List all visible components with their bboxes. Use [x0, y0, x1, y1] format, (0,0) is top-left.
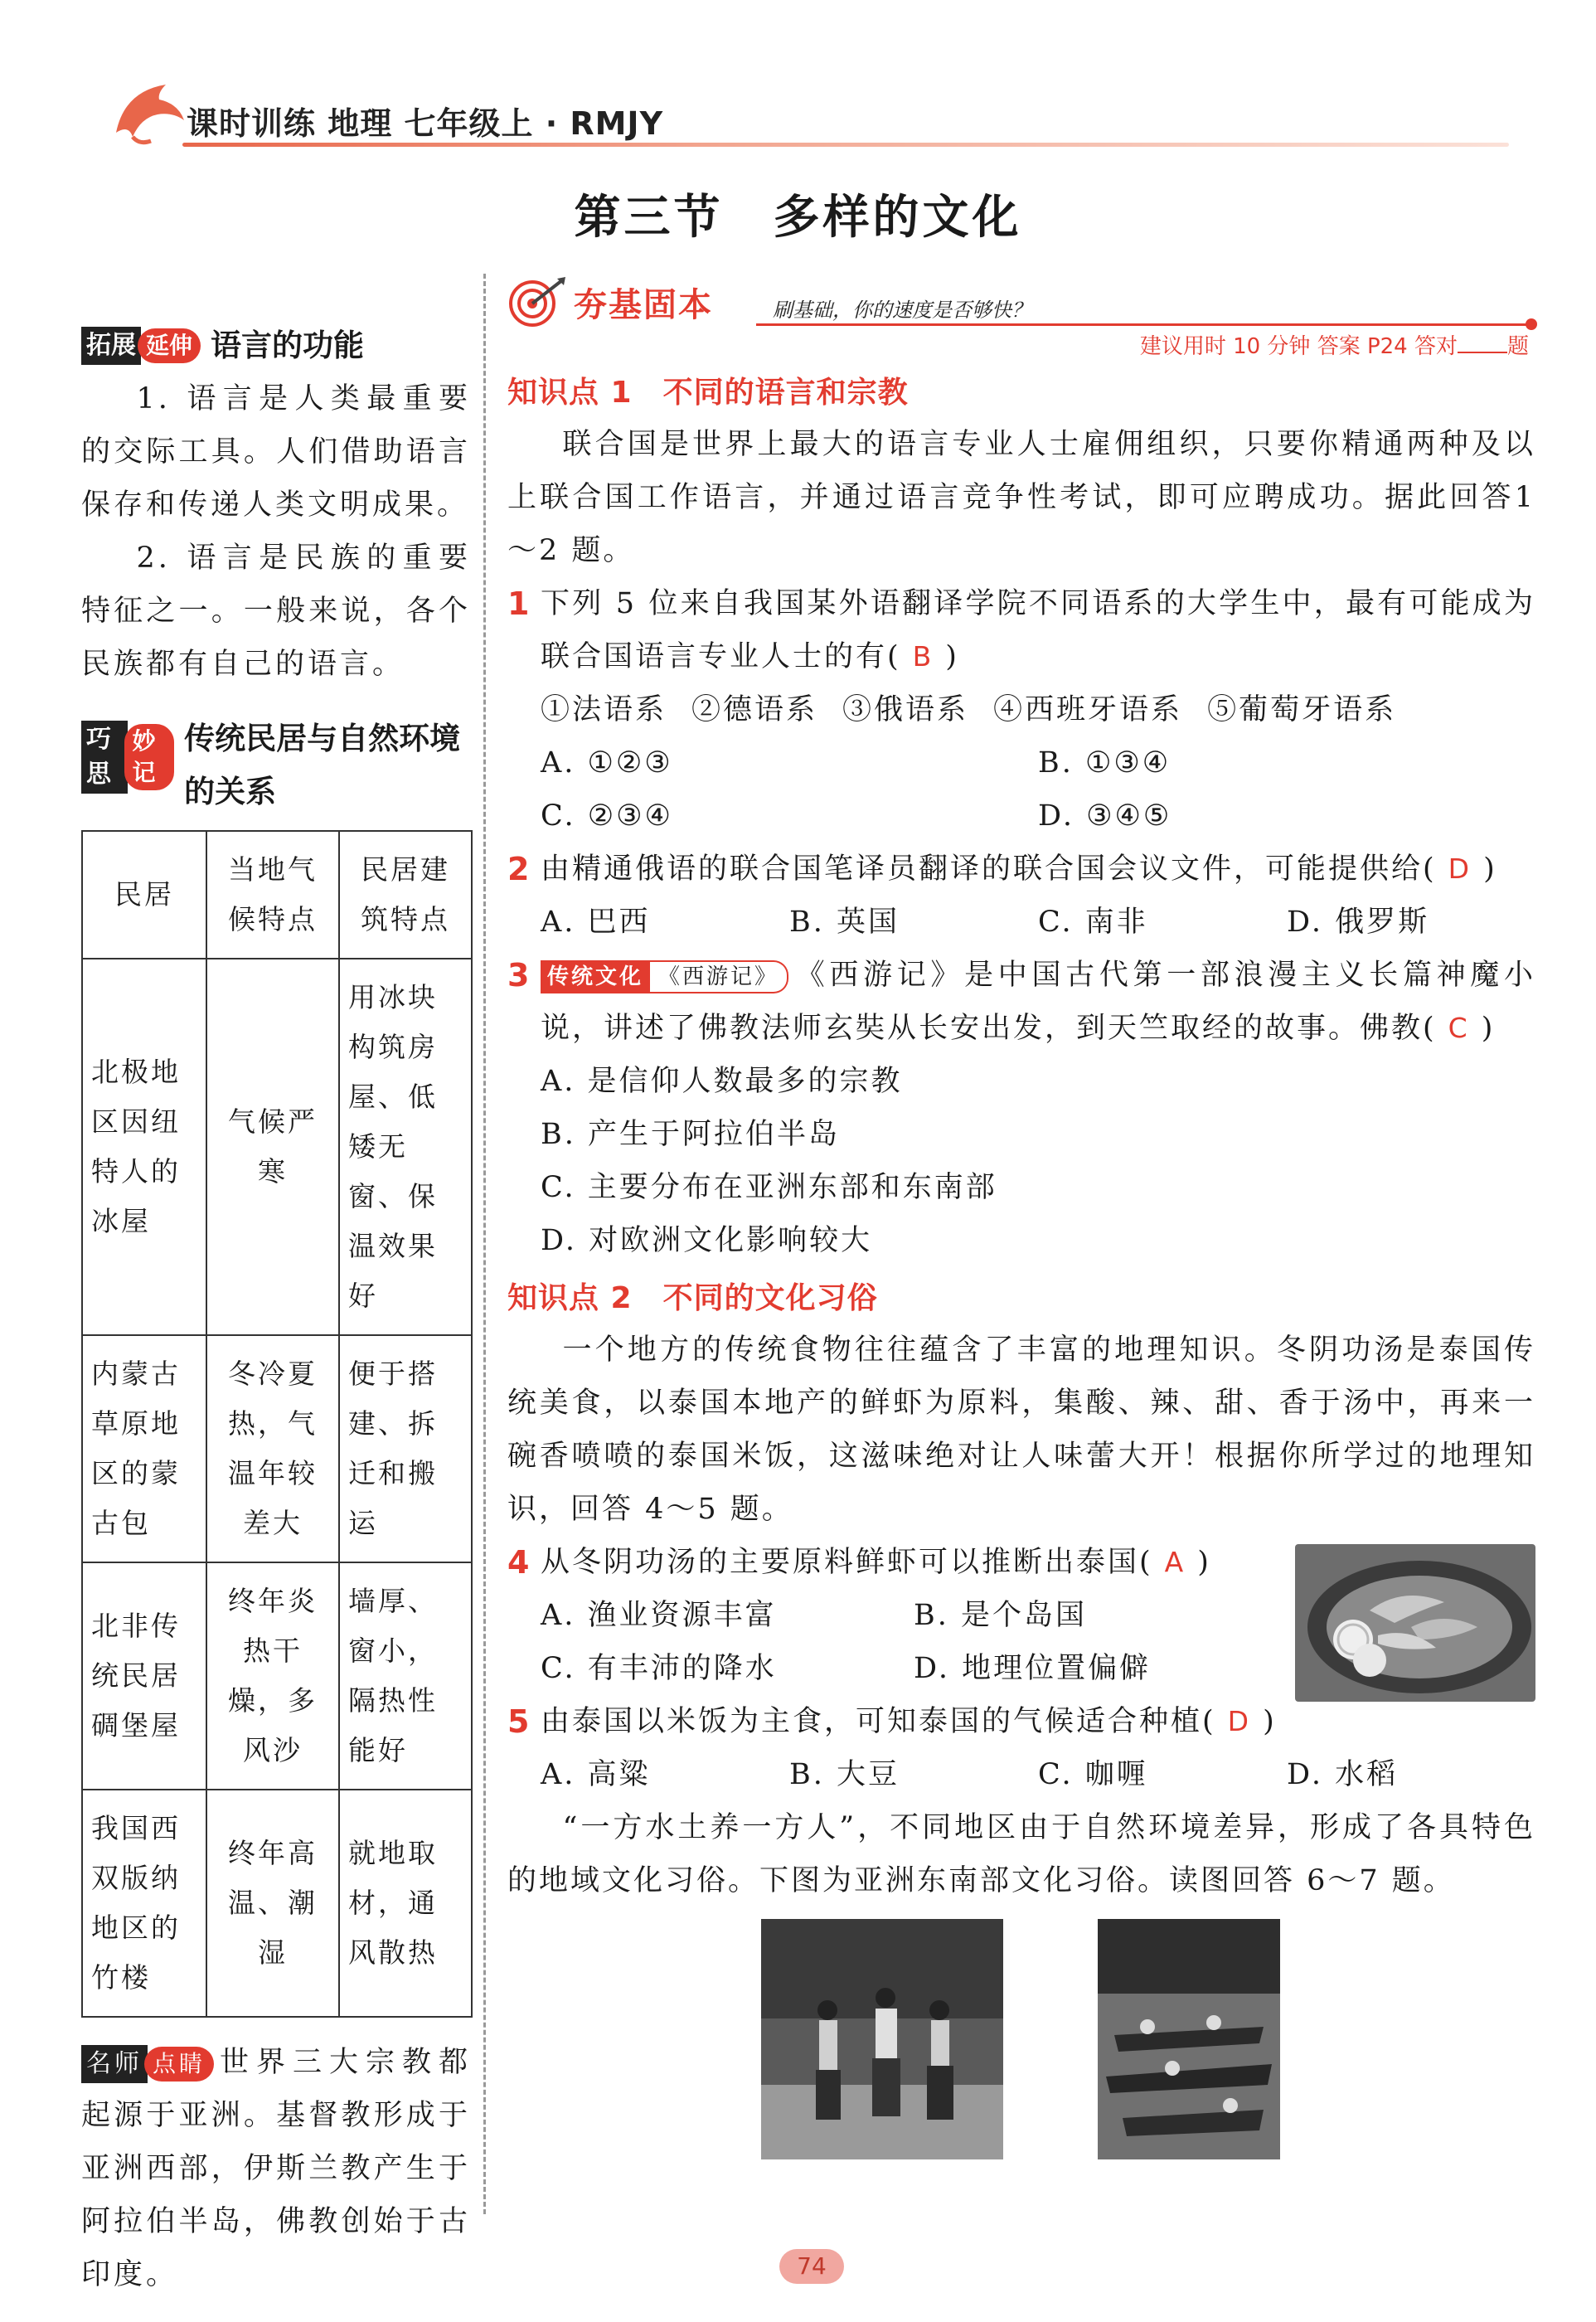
practice-banner — [507, 274, 1535, 332]
sidebar-heading-dwellings — [81, 712, 471, 819]
question-4: 4 从冬阴功汤的主要原料鲜虾可以推断出泰国( A ) — [507, 1536, 1535, 1589]
question-1-items — [507, 683, 1535, 736]
question-5-options — [507, 1748, 1535, 1801]
question-number: 1 — [507, 585, 532, 622]
option: C. ②③④ — [541, 799, 673, 833]
option: C. 有丰沛的降水 — [541, 1652, 777, 1685]
option: D. 对欧洲文化影响较大 — [541, 1224, 873, 1257]
score-blank — [1458, 352, 1507, 353]
intro-paragraph-1: 联合国是世界上最大的语言专业人士雇佣组织，只要你精通两种及以上联合国工作语言，并通过语言竞争性考试，即可应聘成功。据此回答1～2 题。 — [507, 428, 1535, 567]
table-cell: 冬冷夏热，气温年较差大 — [206, 1335, 339, 1562]
culture-photos — [507, 1919, 1535, 2168]
section-title: 第三节 多样的文化 — [574, 191, 1022, 245]
option: A. ①②③ — [541, 746, 673, 780]
column-divider — [483, 274, 486, 2214]
question-number: 5 — [507, 1703, 532, 1740]
dwelling-table — [81, 830, 473, 2018]
header — [99, 66, 1509, 158]
table-cell: 用冰块构筑房屋、低矮无窗、保温效果好 — [339, 959, 472, 1335]
table-cell: 墙厚、窗小，隔热性能好 — [339, 1562, 472, 1790]
banner-title: 夯基固本 — [574, 286, 713, 324]
tag-memo: 巧思 妙记 — [81, 721, 174, 794]
target-icon — [507, 275, 567, 328]
list-item: ④西班牙语系 — [993, 693, 1183, 726]
table-row — [82, 1335, 472, 1562]
tag-extend: 拓展 延伸 — [81, 327, 201, 365]
option: B. 大豆 — [789, 1758, 900, 1791]
banner-dot — [1526, 318, 1537, 330]
question-4-block — [507, 1536, 1535, 1695]
header-divider — [182, 143, 1509, 147]
option: B. ①③④ — [1038, 746, 1172, 780]
heading-text: 语言的功能 — [211, 328, 365, 363]
table-cell: 北非传统民居碉堡屋 — [82, 1562, 206, 1790]
heading-text: 传统民居与自然环境的关系 — [184, 721, 461, 809]
sidebar — [81, 319, 471, 2301]
dancers-photo — [761, 1919, 1003, 2159]
table-cell: 内蒙古草原地区的蒙古包 — [82, 1335, 206, 1562]
option: D. 水稻 — [1287, 1758, 1399, 1791]
option: C. 咖喱 — [1038, 1758, 1148, 1791]
option: A. 高粱 — [541, 1758, 651, 1791]
answer-mark: A — [1164, 1546, 1186, 1578]
table-cell: 便于搭建、拆迁和搬运 — [339, 1335, 472, 1562]
banner-slogan: 刷基础，你的速度是否够快？ — [773, 299, 1031, 322]
table-header: 当地气候特点 — [206, 831, 339, 959]
table-header-row — [82, 831, 472, 959]
knowledge-point-2: 知识点 2 不同的文化习俗 — [507, 1281, 878, 1315]
option: D. ③④⑤ — [1038, 799, 1172, 833]
option: A. 渔业资源丰富 — [541, 1599, 777, 1632]
question-number: 2 — [507, 851, 532, 887]
question-1-options — [507, 736, 1535, 843]
answer-mark: D — [1227, 1705, 1252, 1737]
table-cell: 我国西双版纳地区的竹楼 — [82, 1790, 206, 2017]
option: D. 地理位置偏僻 — [914, 1652, 1152, 1685]
table-cell: 终年高温、潮湿 — [206, 1790, 339, 2017]
table-header: 民居建筑特点 — [339, 831, 472, 959]
table-cell: 气候严寒 — [206, 959, 339, 1335]
answer-mark: C — [1448, 1012, 1470, 1044]
sidebar-heading-language — [81, 319, 471, 372]
option: B. 是个岛国 — [914, 1599, 1087, 1632]
question-number: 4 — [507, 1544, 532, 1581]
list-item: ①法语系 — [541, 693, 667, 726]
table-row — [82, 1562, 472, 1790]
language-point-2: 2. 语言是民族的重要特征之一。一般来说，各个民族都有自己的语言。 — [81, 542, 471, 681]
tom-yum-soup-photo — [1295, 1544, 1535, 1702]
question-3-options — [507, 1055, 1535, 1267]
table-row — [82, 1790, 472, 2017]
table-cell: 终年炎热干燥，多风沙 — [206, 1562, 339, 1790]
question-number: 3 — [507, 957, 532, 993]
option: D. 俄罗斯 — [1287, 906, 1430, 939]
intro-paragraph-2: 一个地方的传统食物往往蕴含了丰富的地理知识。冬阴功汤是泰国传统美食，以泰国本地产的鲜虾为原料，集酸、辣、甜、香于汤中，再来一碗香喷喷的泰国米饭，这滋味绝对让人味蕾大开！根据你所学过的地理知识，回答 4～5 题。 — [507, 1333, 1535, 1526]
question-5: 5 由泰国以米饭为主食，可知泰国的气候适合种植( D ) — [507, 1695, 1535, 1748]
table-cell: 北极地区因纽特人的冰屋 — [82, 959, 206, 1335]
table-cell: 就地取材，通风散热 — [339, 1790, 472, 2017]
question-1: 1 下列 5 位来自我国某外语翻译学院不同语系的大学生中，最有可能成为联合国语言专业人士的有( B ) — [507, 577, 1535, 683]
header-title: 课时训练 地理 七年级上 · RMJY — [187, 105, 664, 142]
option: A. 是信仰人数最多的宗教 — [541, 1065, 903, 1098]
banner-line — [756, 323, 1535, 326]
question-3: 3 传统文化 《西游记》 《西游记》是中国古代第一部浪漫主义长篇神魔小说，讲述了佛教法师玄奘从长安出发，到天竺取经的故事。佛教( C ) — [507, 949, 1535, 1055]
culture-badge: 传统文化 《西游记》 — [541, 960, 788, 993]
teacher-tip — [81, 2036, 471, 2301]
list-item: ②德语系 — [691, 693, 818, 726]
option: C. 主要分布在亚洲东部和东南部 — [541, 1171, 997, 1204]
time-info: 建议用时 10 分钟 答案 P24 答对 题 — [1139, 334, 1529, 359]
knowledge-point-1: 知识点 1 不同的语言和宗教 — [507, 376, 909, 410]
teacher-tip-text: 世界三大宗教都起源于亚洲。基督教形成于亚洲西部，伊斯兰教产生于阿拉伯半岛，佛教创始于古印度。 — [81, 2046, 471, 2291]
list-item: ⑤葡萄牙语系 — [1207, 693, 1397, 726]
option: B. 产生于阿拉伯半岛 — [541, 1118, 840, 1151]
question-2: 2 由精通俄语的联合国笔译员翻译的联合国会议文件，可能提供给( D ) — [507, 843, 1535, 896]
floating-market-photo — [1098, 1919, 1280, 2159]
tag-tip: 名师 点睛 — [81, 2045, 214, 2083]
option: A. 巴西 — [541, 906, 651, 939]
list-item: ③俄语系 — [842, 693, 969, 726]
main-column — [507, 274, 1535, 2168]
answer-mark: B — [912, 640, 934, 673]
answer-mark: D — [1448, 853, 1472, 885]
table-header: 民居 — [82, 831, 206, 959]
page-number: 74 — [779, 2249, 844, 2284]
option: C. 南非 — [1038, 906, 1148, 939]
option: B. 英国 — [789, 906, 900, 939]
intro-paragraph-3: “一方水土养一方人”，不同地区由于自然环境差异，形成了各具特色的地域文化习俗。下图为亚洲东南部文化习俗。读图回答 6～7 题。 — [507, 1811, 1535, 1897]
question-2-options — [507, 896, 1535, 949]
language-point-1: 1. 语言是人类最重要的交际工具。人们借助语言保存和传递人类文明成果。 — [81, 382, 471, 522]
table-row — [82, 959, 472, 1335]
dolphin-logo-icon — [108, 75, 191, 149]
